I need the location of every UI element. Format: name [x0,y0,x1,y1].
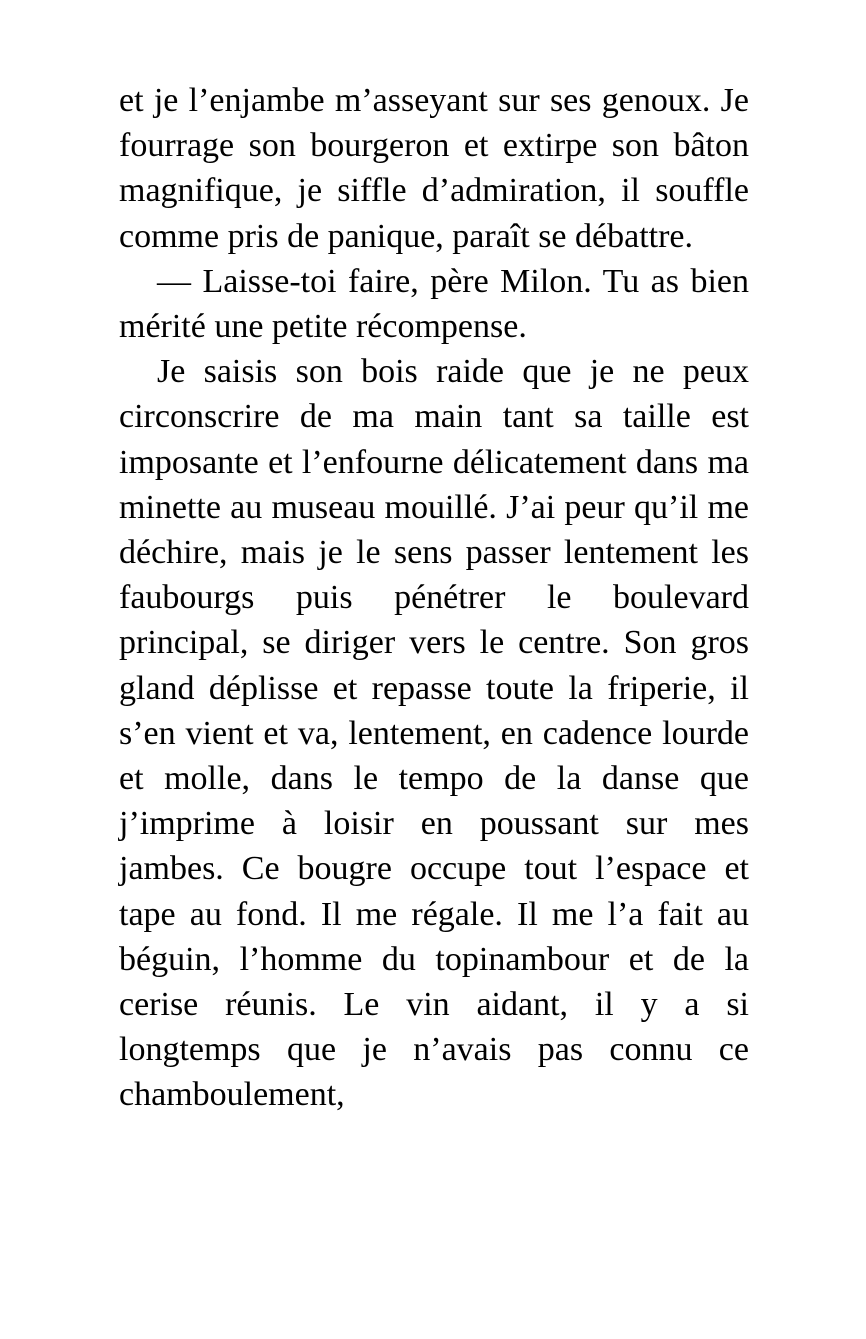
book-page [119,78,749,1118]
paragraph-continuation: et je l’enjambe m’asseyant sur ses genoux. Je fourrage son bourgeron et extirpe son bâton magnifique, je siffle d’admiration, il souffle comme pris de panique, paraît se débattre. [119,82,749,255]
paragraph-narration: Je saisis son bois raide que je ne peux circonscrire de ma main tant sa taille est imposante et l’enfourne délicatement dans ma minette au museau mouillé. J’ai peur qu’il me déchire, mais je le sens passer lentement les faubourgs puis pénétrer le boulevard principal, se diriger vers le centre. Son gros gland déplisse et repasse toute la friperie, il s’en vient et va, lentement, en cadence lourde et molle, dans le tempo de la danse que j’imprime à loisir en poussant sur mes jambes. Ce bougre occupe tout l’espace et tape au fond. Il me régale. Il me l’a fait au béguin, l’homme du topinambour et de la cerise réunis. Le vin aidant, il y a si longtemps que je n’avais pas connu ce chamboulement, [119,353,749,1114]
paragraph-dialogue: — Laisse-toi faire, père Milon. Tu as bien mérité une petite récompense. [119,262,749,346]
